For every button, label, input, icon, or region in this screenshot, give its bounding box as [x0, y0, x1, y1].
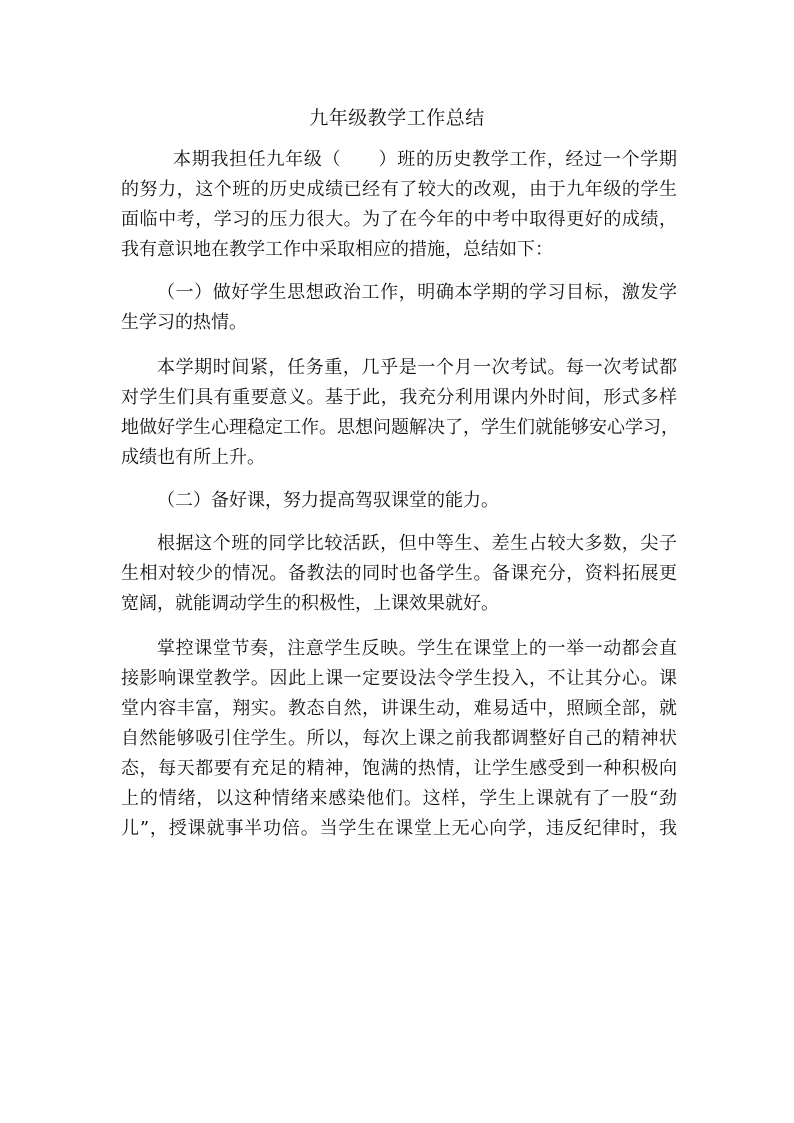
document-body: [121, 145, 677, 844]
text-line: 我有意识地在教学工作中采取相应的措施，总结如下：: [121, 239, 553, 260]
text-line: 接影响课堂教学。因此上课一定要设法令学生投入，不让其分心。课: [121, 668, 677, 689]
paragraph-section-2-heading: [121, 486, 677, 516]
text-line: 生相对较少的情况。备教法的同时也备学生。备课充分，资料拓展更: [121, 563, 677, 584]
text-line: 成绩也有所上升。: [121, 447, 265, 468]
paragraph-classroom-control: [121, 634, 677, 844]
text-line: 本期我担任九年级（ ）班的历史教学工作，经过一个学期: [173, 149, 677, 170]
text-line: 生学习的热情。: [121, 312, 247, 333]
text-line: 本学期时间紧，任务重，几乎是一个月一次考试。每一次考试都: [157, 357, 677, 378]
text-line: 地做好学生心理稳定工作。思想问题解决了，学生们就能够安心学习，: [121, 417, 679, 438]
text-line: 堂内容丰富，翔实。教态自然，讲课生动，难易适中，照顾全部，就: [121, 698, 677, 719]
text-line: 对学生们具有重要意义。基于此，我充分利用课内外时间，形式多样: [121, 387, 677, 408]
text-line: 面临中考，学习的压力很大。为了在今年的中考中取得更好的成绩，: [121, 209, 677, 230]
paragraph-section-1-heading: [121, 278, 677, 338]
text-line: 的努力，这个班的历史成绩已经有了较大的改观，由于九年级的学生: [121, 179, 677, 200]
text-line: 上的情绪，以这种情绪来感染他们。这样，学生上课就有了一股“劲: [121, 788, 677, 809]
text-line: 自然能够吸引住学生。所以，每次上课之前我都调整好自己的精神状: [121, 728, 677, 749]
paragraph-section-2-body: [121, 529, 677, 619]
text-line: 根据这个班的同学比较活跃，但中等生、差生占较大多数，尖子: [157, 533, 677, 554]
text-line: 掌控课堂节奏，注意学生反映。学生在课堂上的一举一动都会直: [157, 638, 677, 659]
text-line: 宽阔，就能调动学生的积极性，上课效果就好。: [121, 593, 499, 614]
text-line: 态，每天都要有充足的精神，饱满的热情，让学生感受到一种积极向: [121, 758, 677, 779]
text-line: 儿”，授课就事半功倍。当学生在课堂上无心向学，违反纪律时，我: [121, 818, 677, 839]
document-title: 九年级教学工作总结: [309, 107, 485, 129]
text-line: （二）备好课，努力提高驾驭课堂的能力。: [157, 490, 499, 511]
paragraph-intro: [121, 145, 677, 265]
text-line: （一）做好学生思想政治工作，明确本学期的学习目标，激发学: [157, 282, 677, 303]
paragraph-section-1-body: [121, 353, 677, 473]
